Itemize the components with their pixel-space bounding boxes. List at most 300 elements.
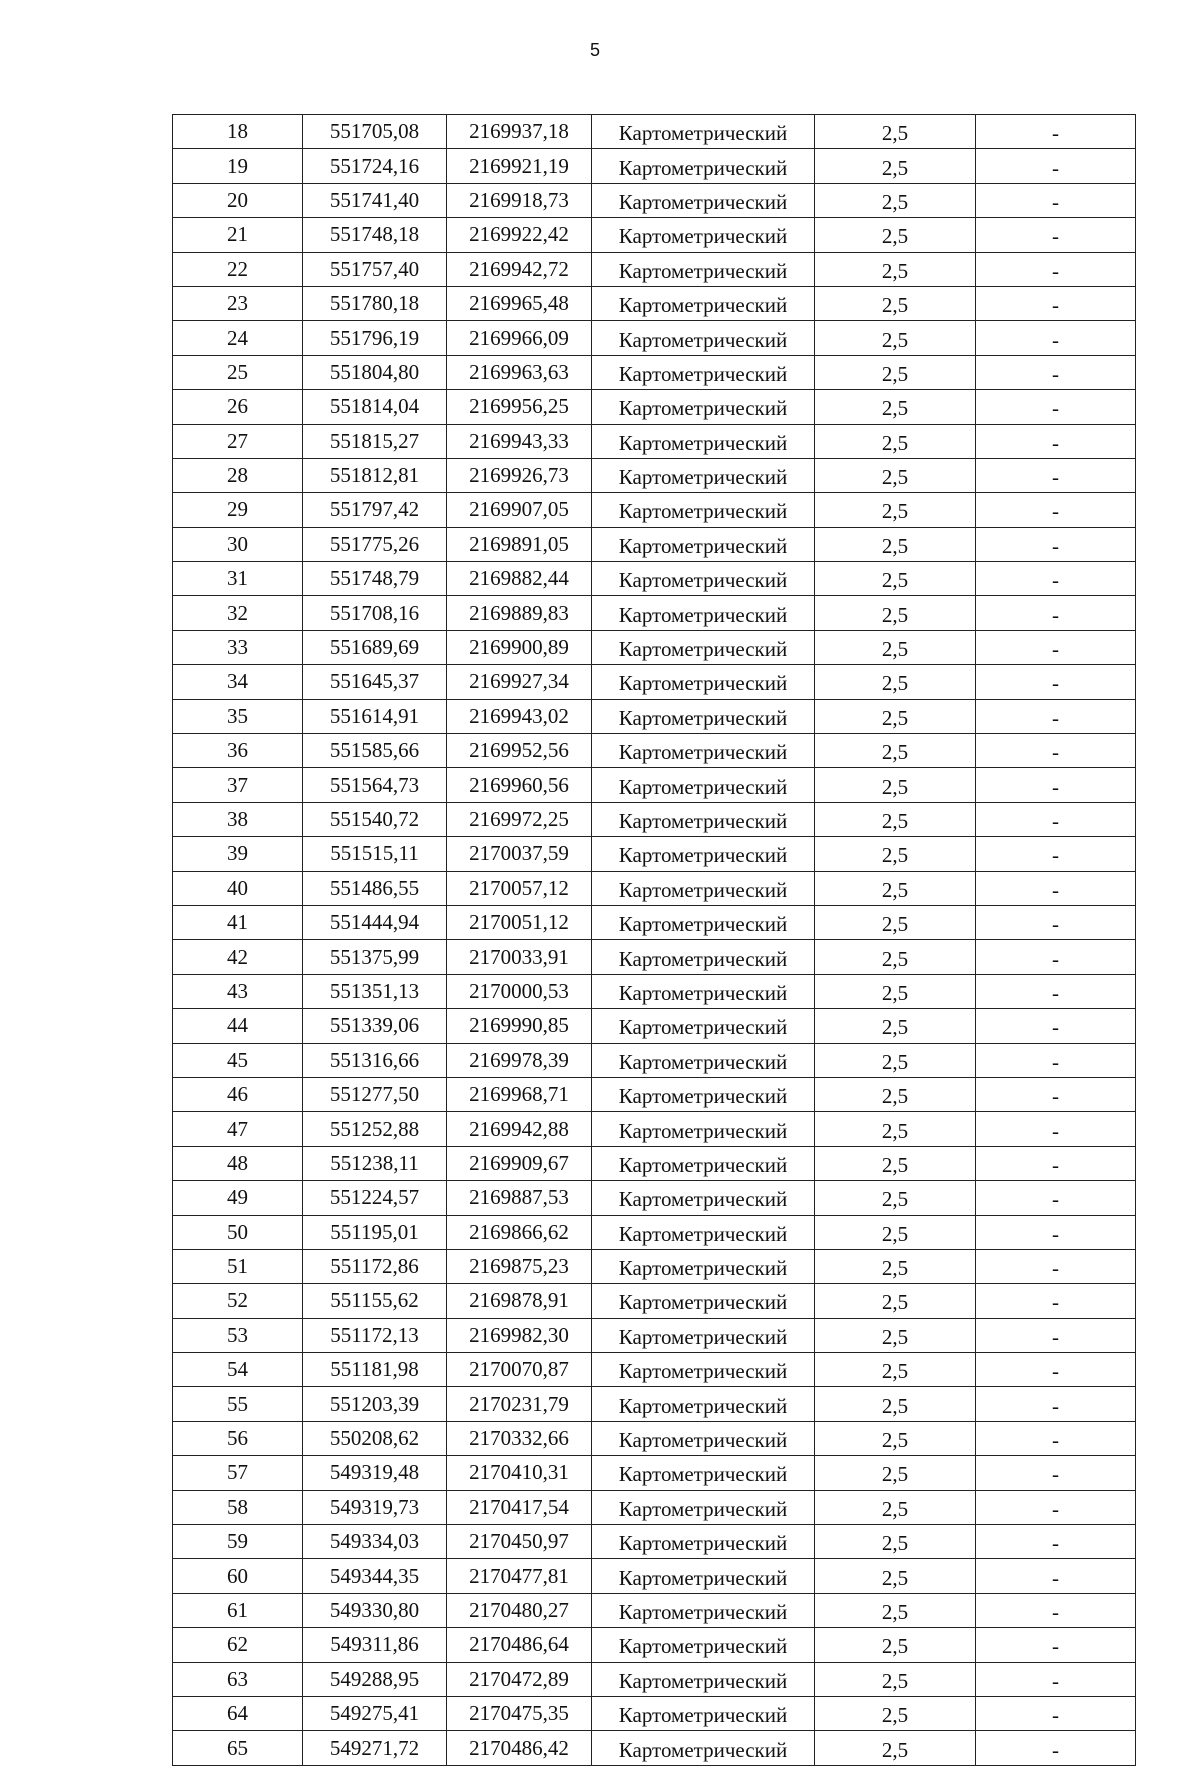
point-number-cell: 22: [173, 252, 303, 286]
y-coordinate-cell: 2170051,12: [447, 905, 592, 939]
table-row: [173, 1593, 1136, 1627]
accuracy-cell: 2,5: [815, 1456, 976, 1490]
x-coordinate-cell: 551689,69: [303, 630, 447, 664]
point-number-cell: 21: [173, 218, 303, 252]
method-cell: Картометрический: [592, 1696, 815, 1730]
x-coordinate-cell: 551708,16: [303, 596, 447, 630]
accuracy-cell: 2,5: [815, 1043, 976, 1077]
table-row: [173, 1421, 1136, 1455]
x-coordinate-cell: 551172,13: [303, 1318, 447, 1352]
description-cell: -: [976, 527, 1136, 561]
method-cell: Картометрический: [592, 149, 815, 183]
description-cell: -: [976, 1490, 1136, 1524]
table-row: [173, 1456, 1136, 1490]
table-row: [173, 871, 1136, 905]
point-number-cell: 31: [173, 562, 303, 596]
y-coordinate-cell: 2169907,05: [447, 493, 592, 527]
x-coordinate-cell: 551277,50: [303, 1077, 447, 1111]
point-number-cell: 61: [173, 1593, 303, 1627]
y-coordinate-cell: 2170057,12: [447, 871, 592, 905]
accuracy-cell: 2,5: [815, 355, 976, 389]
x-coordinate-cell: 549271,72: [303, 1731, 447, 1765]
description-cell: -: [976, 630, 1136, 664]
y-coordinate-cell: 2169878,91: [447, 1284, 592, 1318]
point-number-cell: 40: [173, 871, 303, 905]
accuracy-cell: 2,5: [815, 1696, 976, 1730]
description-cell: -: [976, 1353, 1136, 1387]
x-coordinate-cell: 549334,03: [303, 1525, 447, 1559]
method-cell: Картометрический: [592, 1731, 815, 1765]
table-row: [173, 596, 1136, 630]
y-coordinate-cell: 2169966,09: [447, 321, 592, 355]
y-coordinate-cell: 2169968,71: [447, 1077, 592, 1111]
table-row: [173, 1146, 1136, 1180]
method-cell: Картометрический: [592, 390, 815, 424]
y-coordinate-cell: 2170486,64: [447, 1628, 592, 1662]
method-cell: Картометрический: [592, 1146, 815, 1180]
method-cell: Картометрический: [592, 252, 815, 286]
x-coordinate-cell: 551804,80: [303, 355, 447, 389]
point-number-cell: 48: [173, 1146, 303, 1180]
point-number-cell: 62: [173, 1628, 303, 1662]
y-coordinate-cell: 2169875,23: [447, 1249, 592, 1283]
x-coordinate-cell: 551224,57: [303, 1181, 447, 1215]
x-coordinate-cell: 549319,73: [303, 1490, 447, 1524]
description-cell: -: [976, 1628, 1136, 1662]
accuracy-cell: 2,5: [815, 1559, 976, 1593]
table-row: [173, 630, 1136, 664]
y-coordinate-cell: 2170070,87: [447, 1353, 592, 1387]
description-cell: -: [976, 1112, 1136, 1146]
point-number-cell: 28: [173, 458, 303, 492]
accuracy-cell: 2,5: [815, 1215, 976, 1249]
point-number-cell: 60: [173, 1559, 303, 1593]
table-row: [173, 218, 1136, 252]
table-row: [173, 837, 1136, 871]
point-number-cell: 64: [173, 1696, 303, 1730]
x-coordinate-cell: 551238,11: [303, 1146, 447, 1180]
coordinates-table: [172, 114, 1136, 1766]
point-number-cell: 37: [173, 768, 303, 802]
method-cell: Картометрический: [592, 1559, 815, 1593]
point-number-cell: 46: [173, 1077, 303, 1111]
point-number-cell: 20: [173, 183, 303, 217]
x-coordinate-cell: 551172,86: [303, 1249, 447, 1283]
description-cell: -: [976, 596, 1136, 630]
point-number-cell: 38: [173, 802, 303, 836]
table-row: [173, 183, 1136, 217]
x-coordinate-cell: 551203,39: [303, 1387, 447, 1421]
method-cell: Картометрический: [592, 871, 815, 905]
description-cell: -: [976, 321, 1136, 355]
point-number-cell: 24: [173, 321, 303, 355]
y-coordinate-cell: 2170231,79: [447, 1387, 592, 1421]
method-cell: Картометрический: [592, 905, 815, 939]
description-cell: -: [976, 1043, 1136, 1077]
x-coordinate-cell: 551351,13: [303, 974, 447, 1008]
y-coordinate-cell: 2169926,73: [447, 458, 592, 492]
accuracy-cell: 2,5: [815, 218, 976, 252]
table-row: [173, 1353, 1136, 1387]
y-coordinate-cell: 2170480,27: [447, 1593, 592, 1627]
description-cell: -: [976, 115, 1136, 149]
y-coordinate-cell: 2170475,35: [447, 1696, 592, 1730]
table-row: [173, 1249, 1136, 1283]
y-coordinate-cell: 2169952,56: [447, 734, 592, 768]
accuracy-cell: 2,5: [815, 940, 976, 974]
table-row: [173, 321, 1136, 355]
method-cell: Картометрический: [592, 1662, 815, 1696]
y-coordinate-cell: 2169965,48: [447, 286, 592, 320]
table-row: [173, 493, 1136, 527]
method-cell: Картометрический: [592, 1249, 815, 1283]
x-coordinate-cell: 551797,42: [303, 493, 447, 527]
y-coordinate-cell: 2170486,42: [447, 1731, 592, 1765]
description-cell: -: [976, 424, 1136, 458]
y-coordinate-cell: 2169921,19: [447, 149, 592, 183]
y-coordinate-cell: 2169937,18: [447, 115, 592, 149]
description-cell: -: [976, 974, 1136, 1008]
accuracy-cell: 2,5: [815, 1284, 976, 1318]
description-cell: -: [976, 1077, 1136, 1111]
description-cell: -: [976, 1662, 1136, 1696]
point-number-cell: 29: [173, 493, 303, 527]
point-number-cell: 53: [173, 1318, 303, 1352]
y-coordinate-cell: 2169990,85: [447, 1009, 592, 1043]
method-cell: Картометрический: [592, 940, 815, 974]
x-coordinate-cell: 551515,11: [303, 837, 447, 871]
table-row: [173, 1215, 1136, 1249]
description-cell: -: [976, 1215, 1136, 1249]
x-coordinate-cell: 549275,41: [303, 1696, 447, 1730]
y-coordinate-cell: 2169942,72: [447, 252, 592, 286]
table-row: [173, 1284, 1136, 1318]
x-coordinate-cell: 551748,79: [303, 562, 447, 596]
y-coordinate-cell: 2169882,44: [447, 562, 592, 596]
description-cell: -: [976, 458, 1136, 492]
y-coordinate-cell: 2169891,05: [447, 527, 592, 561]
x-coordinate-cell: 550208,62: [303, 1421, 447, 1455]
point-number-cell: 18: [173, 115, 303, 149]
description-cell: -: [976, 183, 1136, 217]
method-cell: Картометрический: [592, 1077, 815, 1111]
table-row: [173, 768, 1136, 802]
point-number-cell: 19: [173, 149, 303, 183]
x-coordinate-cell: 551540,72: [303, 802, 447, 836]
table-row: [173, 1525, 1136, 1559]
description-cell: -: [976, 699, 1136, 733]
description-cell: -: [976, 149, 1136, 183]
accuracy-cell: 2,5: [815, 974, 976, 1008]
accuracy-cell: 2,5: [815, 183, 976, 217]
description-cell: -: [976, 252, 1136, 286]
accuracy-cell: 2,5: [815, 1662, 976, 1696]
x-coordinate-cell: 551757,40: [303, 252, 447, 286]
x-coordinate-cell: 551645,37: [303, 665, 447, 699]
method-cell: Картометрический: [592, 1112, 815, 1146]
accuracy-cell: 2,5: [815, 1181, 976, 1215]
point-number-cell: 36: [173, 734, 303, 768]
accuracy-cell: 2,5: [815, 149, 976, 183]
method-cell: Картометрический: [592, 1525, 815, 1559]
point-number-cell: 25: [173, 355, 303, 389]
description-cell: -: [976, 905, 1136, 939]
description-cell: -: [976, 1525, 1136, 1559]
x-coordinate-cell: 549311,86: [303, 1628, 447, 1662]
y-coordinate-cell: 2170033,91: [447, 940, 592, 974]
point-number-cell: 30: [173, 527, 303, 561]
table-row: [173, 355, 1136, 389]
y-coordinate-cell: 2170000,53: [447, 974, 592, 1008]
point-number-cell: 54: [173, 1353, 303, 1387]
point-number-cell: 63: [173, 1662, 303, 1696]
point-number-cell: 34: [173, 665, 303, 699]
method-cell: Картометрический: [592, 493, 815, 527]
description-cell: -: [976, 1318, 1136, 1352]
accuracy-cell: 2,5: [815, 562, 976, 596]
x-coordinate-cell: 551316,66: [303, 1043, 447, 1077]
x-coordinate-cell: 551564,73: [303, 768, 447, 802]
table-row: [173, 390, 1136, 424]
method-cell: Картометрический: [592, 1181, 815, 1215]
point-number-cell: 47: [173, 1112, 303, 1146]
accuracy-cell: 2,5: [815, 1421, 976, 1455]
table-row: [173, 252, 1136, 286]
description-cell: -: [976, 1146, 1136, 1180]
x-coordinate-cell: 551814,04: [303, 390, 447, 424]
table-row: [173, 424, 1136, 458]
y-coordinate-cell: 2169978,39: [447, 1043, 592, 1077]
description-cell: -: [976, 1009, 1136, 1043]
y-coordinate-cell: 2169960,56: [447, 768, 592, 802]
accuracy-cell: 2,5: [815, 837, 976, 871]
description-cell: -: [976, 768, 1136, 802]
x-coordinate-cell: 551444,94: [303, 905, 447, 939]
y-coordinate-cell: 2169956,25: [447, 390, 592, 424]
table-row: [173, 527, 1136, 561]
accuracy-cell: 2,5: [815, 424, 976, 458]
accuracy-cell: 2,5: [815, 286, 976, 320]
table-row: [173, 1490, 1136, 1524]
accuracy-cell: 2,5: [815, 1490, 976, 1524]
table-row: [173, 802, 1136, 836]
description-cell: -: [976, 940, 1136, 974]
y-coordinate-cell: 2169887,53: [447, 1181, 592, 1215]
y-coordinate-cell: 2169943,02: [447, 699, 592, 733]
method-cell: Картометрический: [592, 699, 815, 733]
method-cell: Картометрический: [592, 1318, 815, 1352]
point-number-cell: 35: [173, 699, 303, 733]
description-cell: -: [976, 1696, 1136, 1730]
method-cell: Картометрический: [592, 1353, 815, 1387]
x-coordinate-cell: 551375,99: [303, 940, 447, 974]
description-cell: -: [976, 871, 1136, 905]
description-cell: -: [976, 1387, 1136, 1421]
accuracy-cell: 2,5: [815, 1387, 976, 1421]
description-cell: -: [976, 286, 1136, 320]
table-row: [173, 699, 1136, 733]
y-coordinate-cell: 2169943,33: [447, 424, 592, 458]
x-coordinate-cell: 551195,01: [303, 1215, 447, 1249]
method-cell: Картометрический: [592, 1387, 815, 1421]
point-number-cell: 39: [173, 837, 303, 871]
y-coordinate-cell: 2170450,97: [447, 1525, 592, 1559]
accuracy-cell: 2,5: [815, 115, 976, 149]
description-cell: -: [976, 1181, 1136, 1215]
table-row: [173, 665, 1136, 699]
accuracy-cell: 2,5: [815, 802, 976, 836]
description-cell: -: [976, 390, 1136, 424]
method-cell: Картометрический: [592, 1043, 815, 1077]
x-coordinate-cell: 551252,88: [303, 1112, 447, 1146]
x-coordinate-cell: 551748,18: [303, 218, 447, 252]
point-number-cell: 59: [173, 1525, 303, 1559]
y-coordinate-cell: 2169866,62: [447, 1215, 592, 1249]
method-cell: Картометрический: [592, 424, 815, 458]
y-coordinate-cell: 2169918,73: [447, 183, 592, 217]
x-coordinate-cell: 549319,48: [303, 1456, 447, 1490]
description-cell: -: [976, 355, 1136, 389]
method-cell: Картометрический: [592, 562, 815, 596]
method-cell: Картометрический: [592, 1215, 815, 1249]
method-cell: Картометрический: [592, 734, 815, 768]
x-coordinate-cell: 551741,40: [303, 183, 447, 217]
method-cell: Картометрический: [592, 321, 815, 355]
x-coordinate-cell: 551486,55: [303, 871, 447, 905]
table-row: [173, 1043, 1136, 1077]
y-coordinate-cell: 2169927,34: [447, 665, 592, 699]
y-coordinate-cell: 2169889,83: [447, 596, 592, 630]
method-cell: Картометрический: [592, 630, 815, 664]
accuracy-cell: 2,5: [815, 1009, 976, 1043]
accuracy-cell: 2,5: [815, 1525, 976, 1559]
accuracy-cell: 2,5: [815, 596, 976, 630]
description-cell: -: [976, 665, 1136, 699]
point-number-cell: 56: [173, 1421, 303, 1455]
table-row: [173, 1559, 1136, 1593]
method-cell: Картометрический: [592, 974, 815, 1008]
accuracy-cell: 2,5: [815, 527, 976, 561]
coordinates-table-body: [173, 115, 1136, 1766]
accuracy-cell: 2,5: [815, 665, 976, 699]
accuracy-cell: 2,5: [815, 871, 976, 905]
accuracy-cell: 2,5: [815, 1146, 976, 1180]
accuracy-cell: 2,5: [815, 1077, 976, 1111]
table-row: [173, 458, 1136, 492]
y-coordinate-cell: 2169922,42: [447, 218, 592, 252]
x-coordinate-cell: 549330,80: [303, 1593, 447, 1627]
accuracy-cell: 2,5: [815, 1318, 976, 1352]
y-coordinate-cell: 2169942,88: [447, 1112, 592, 1146]
accuracy-cell: 2,5: [815, 1249, 976, 1283]
point-number-cell: 51: [173, 1249, 303, 1283]
method-cell: Картометрический: [592, 115, 815, 149]
y-coordinate-cell: 2169909,67: [447, 1146, 592, 1180]
point-number-cell: 55: [173, 1387, 303, 1421]
table-row: [173, 1009, 1136, 1043]
description-cell: -: [976, 1593, 1136, 1627]
y-coordinate-cell: 2170472,89: [447, 1662, 592, 1696]
method-cell: Картометрический: [592, 527, 815, 561]
point-number-cell: 45: [173, 1043, 303, 1077]
y-coordinate-cell: 2170477,81: [447, 1559, 592, 1593]
description-cell: -: [976, 1559, 1136, 1593]
point-number-cell: 57: [173, 1456, 303, 1490]
table-row: [173, 149, 1136, 183]
method-cell: Картометрический: [592, 665, 815, 699]
accuracy-cell: 2,5: [815, 321, 976, 355]
x-coordinate-cell: 549344,35: [303, 1559, 447, 1593]
method-cell: Картометрический: [592, 1009, 815, 1043]
table-row: [173, 1731, 1136, 1765]
point-number-cell: 49: [173, 1181, 303, 1215]
accuracy-cell: 2,5: [815, 1628, 976, 1662]
y-coordinate-cell: 2169900,89: [447, 630, 592, 664]
point-number-cell: 27: [173, 424, 303, 458]
point-number-cell: 43: [173, 974, 303, 1008]
table-row: [173, 905, 1136, 939]
accuracy-cell: 2,5: [815, 1112, 976, 1146]
y-coordinate-cell: 2170332,66: [447, 1421, 592, 1455]
accuracy-cell: 2,5: [815, 1593, 976, 1627]
y-coordinate-cell: 2170417,54: [447, 1490, 592, 1524]
table-row: [173, 1628, 1136, 1662]
accuracy-cell: 2,5: [815, 768, 976, 802]
method-cell: Картометрический: [592, 837, 815, 871]
point-number-cell: 23: [173, 286, 303, 320]
point-number-cell: 58: [173, 1490, 303, 1524]
method-cell: Картометрический: [592, 1490, 815, 1524]
x-coordinate-cell: 551815,27: [303, 424, 447, 458]
x-coordinate-cell: 551614,91: [303, 699, 447, 733]
method-cell: Картометрический: [592, 458, 815, 492]
description-cell: -: [976, 1249, 1136, 1283]
accuracy-cell: 2,5: [815, 458, 976, 492]
method-cell: Картометрический: [592, 1284, 815, 1318]
x-coordinate-cell: 551155,62: [303, 1284, 447, 1318]
description-cell: -: [976, 218, 1136, 252]
point-number-cell: 50: [173, 1215, 303, 1249]
method-cell: Картометрический: [592, 596, 815, 630]
method-cell: Картометрический: [592, 1421, 815, 1455]
point-number-cell: 32: [173, 596, 303, 630]
description-cell: -: [976, 1421, 1136, 1455]
point-number-cell: 26: [173, 390, 303, 424]
table-row: [173, 1318, 1136, 1352]
method-cell: Картометрический: [592, 802, 815, 836]
table-row: [173, 940, 1136, 974]
y-coordinate-cell: 2169982,30: [447, 1318, 592, 1352]
accuracy-cell: 2,5: [815, 734, 976, 768]
method-cell: Картометрический: [592, 183, 815, 217]
table-row: [173, 734, 1136, 768]
x-coordinate-cell: 551812,81: [303, 458, 447, 492]
x-coordinate-cell: 551705,08: [303, 115, 447, 149]
method-cell: Картометрический: [592, 355, 815, 389]
table-row: [173, 115, 1136, 149]
description-cell: -: [976, 1284, 1136, 1318]
x-coordinate-cell: 551339,06: [303, 1009, 447, 1043]
point-number-cell: 33: [173, 630, 303, 664]
accuracy-cell: 2,5: [815, 630, 976, 664]
point-number-cell: 65: [173, 1731, 303, 1765]
accuracy-cell: 2,5: [815, 905, 976, 939]
x-coordinate-cell: 551780,18: [303, 286, 447, 320]
description-cell: -: [976, 562, 1136, 596]
description-cell: -: [976, 734, 1136, 768]
table-row: [173, 1662, 1136, 1696]
description-cell: -: [976, 1731, 1136, 1765]
